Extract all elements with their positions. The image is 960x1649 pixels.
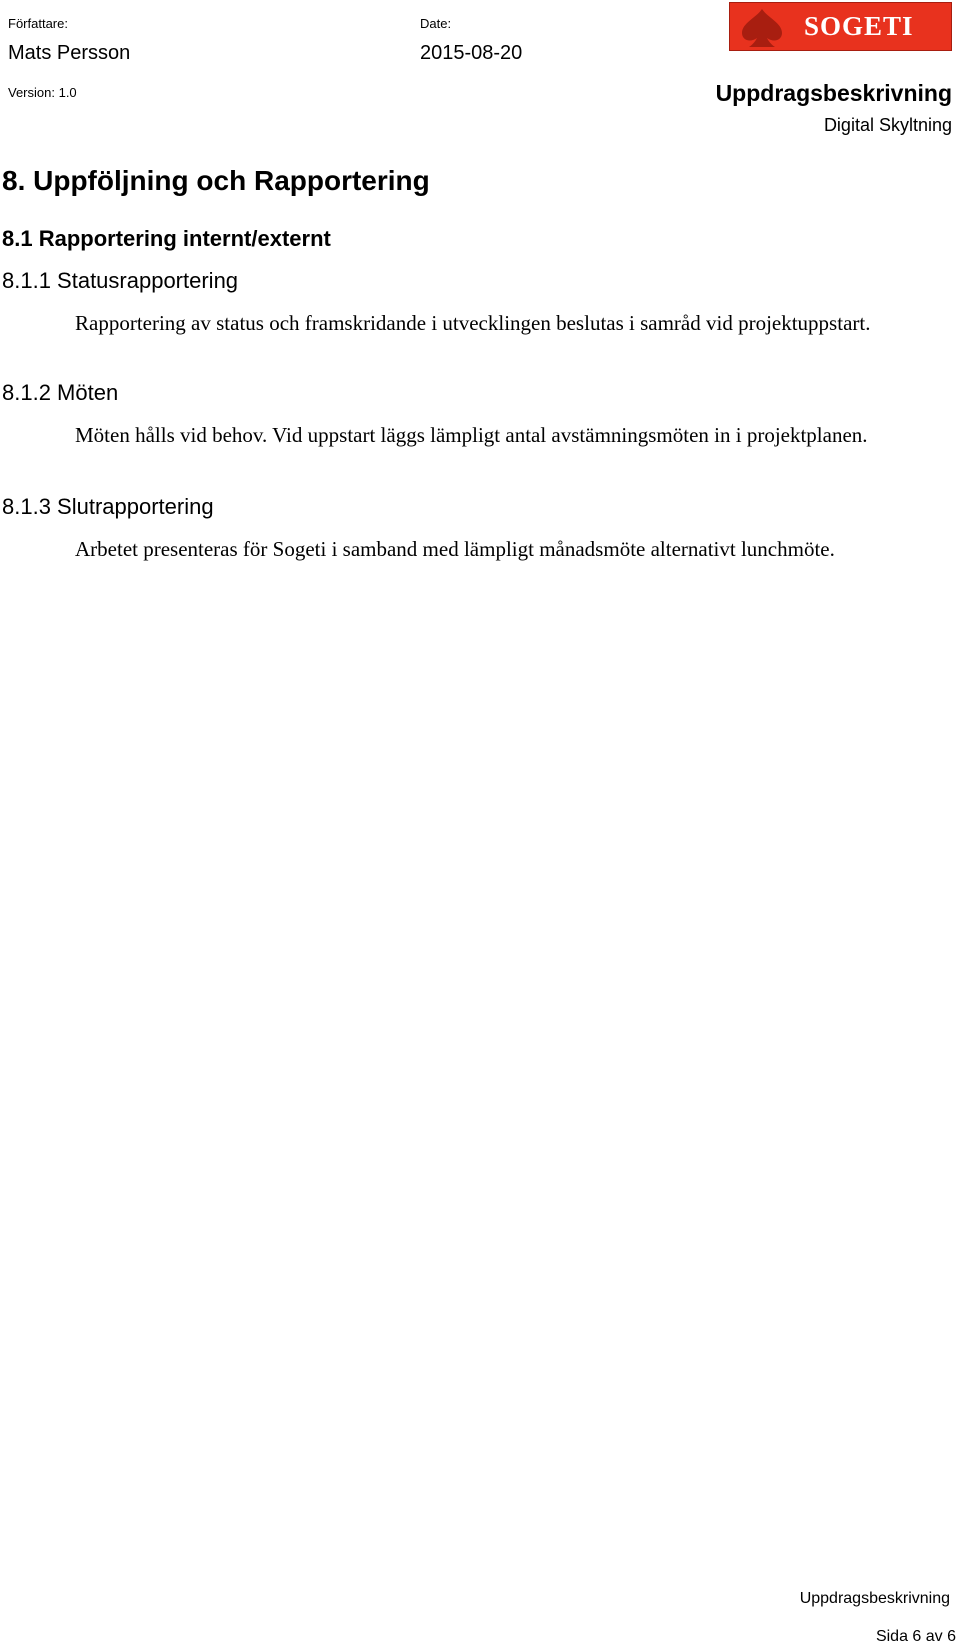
date-label: Date: (420, 16, 452, 31)
author-name: Mats Persson (8, 42, 131, 64)
author-label: Författare: (8, 16, 68, 31)
subsection-heading: 8.1 Rapportering internt/externt (2, 226, 331, 251)
document-date: 2015-08-20 (420, 42, 523, 64)
paragraph-slutrapportering: Arbetet presenteras för Sogeti i samband med lämpligt månadsmöte alternativt lunchmöte. (75, 537, 835, 561)
paragraph-moten: Möten hålls vid behov. Vid uppstart läggs lämpligt antal avstämningsmöten in i projektplanen. (75, 423, 868, 447)
footer-document-title: Uppdragsbeskrivning (799, 1590, 950, 1607)
heading-statusrapportering: 8.1.1 Statusrapportering (2, 268, 239, 293)
document-title: Uppdragsbeskrivning (715, 80, 952, 106)
sogeti-logo (729, 2, 952, 51)
heading-slutrapportering: 8.1.3 Slutrapportering (2, 494, 214, 519)
document-subtitle: Digital Skyltning (823, 115, 952, 135)
spade-icon (730, 3, 794, 50)
section-heading: 8. Uppföljning och Rapportering (2, 165, 430, 196)
page-number: Sida 6 av 6 (875, 1628, 956, 1645)
paragraph-statusrapportering: Rapportering av status och framskridande i utvecklingen beslutas i samråd vid projektuppstart. (75, 311, 871, 335)
version-label: Version: 1.0 (8, 85, 77, 100)
heading-moten: 8.1.2 Möten (2, 380, 119, 405)
logo-text: SOGETI (804, 11, 914, 41)
